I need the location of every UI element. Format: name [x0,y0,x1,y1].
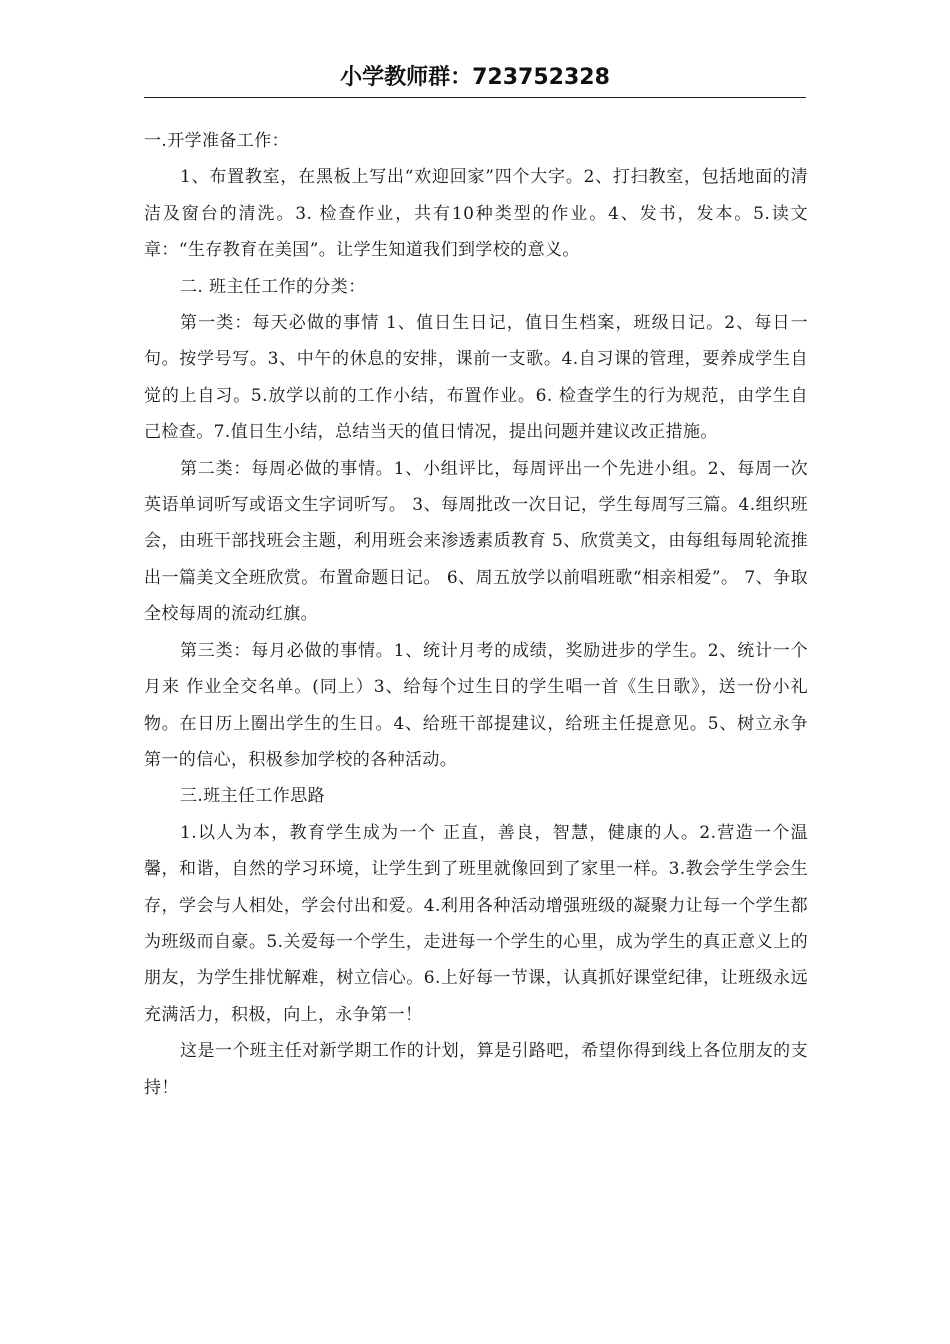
paragraph-closing: 这是一个班主任对新学期工作的计划，算是引路吧，希望你得到线上各位朋友的支持！ [144,1041,808,1098]
page-header-title: 小学教师群：723752328 [340,65,610,90]
document-body [144,123,808,1106]
paragraph-weekly-tasks: 第二类：每周必做的事情。1、小组评比，每周评出一个先进小组。2、每周一次英语单词听写或语文生字词听写。 3、每周批改一次日记，学生每周写三篇。4.组织班会，由班干部找班会主题，利用班会来渗透素质教育 5、欣赏美文，由每组每周轮流推出一篇美文全班欣赏。布置命题日记。 6、周五放学以前唱班歌“相亲相爱”。 7、争取全校每周的流动红旗。 [144,458,808,625]
paragraph-monthly-tasks: 第三类：每月必做的事情。1、统计月考的成绩，奖励进步的学生。2、统计一个月来 作业全交名单。(同上）3、给每个过生日的学生唱一首《生日歌》，送一份小礼物。在日历上圈出学生的生日。4、给班干部提建议，给班主任提意见。5、树立永争第一的信心，积极参加学校的各种活动。 [144,640,808,770]
paragraph-approach: 1.以人为本，教育学生成为一个 正直，善良，智慧，健康的人。2.营造一个温馨，和谐，自然的学习环境，让学生到了班里就像回到了家里一样。3.教会学生学会生存，学会与人相处，学会付出和爱。4.利用各种活动增强班级的凝聚力让每一个学生都为班级而自豪。5.关爱每一个学生，走进每一个学生的心里，成为学生的真正意义上的朋友，为学生排忧解难，树立信心。6.上好每一节课，认真抓好课堂纪律，让班级永远充满活力，积极，向上，永争第一！ [144,822,808,1025]
section-heading-preparation: 一.开学准备工作： [144,131,290,151]
paragraph-daily-tasks: 第一类：每天必做的事情 1、值日生日记，值日生档案，班级日记。2、每日一句。按学号写。3、中午的休息的安排，课前一支歌。4.自习课的管理，要养成学生自觉的上自习。5.放学以前的工作小结，布置作业。6. 检查学生的行为规范，由学生自己检查。7.值日生小结，总结当天的值日情况，提出问题并建议改正措施。 [144,313,808,443]
section-heading-classification: 二. 班主任工作的分类： [180,276,366,297]
paragraph-preparation-tasks: 1、布置教室，在黑板上写出“欢迎回家”四个大字。2、打扫教室，包括地面的清洁及窗台的清洗。3. 检查作业，共有10种类型的作业。4、发书，发本。5.读文章：“生存教育在美国”。让学生知道我们到学校的意义。 [144,167,808,261]
section-heading-approach: 三.班主任工作思路 [180,786,326,807]
header-divider [144,97,806,98]
